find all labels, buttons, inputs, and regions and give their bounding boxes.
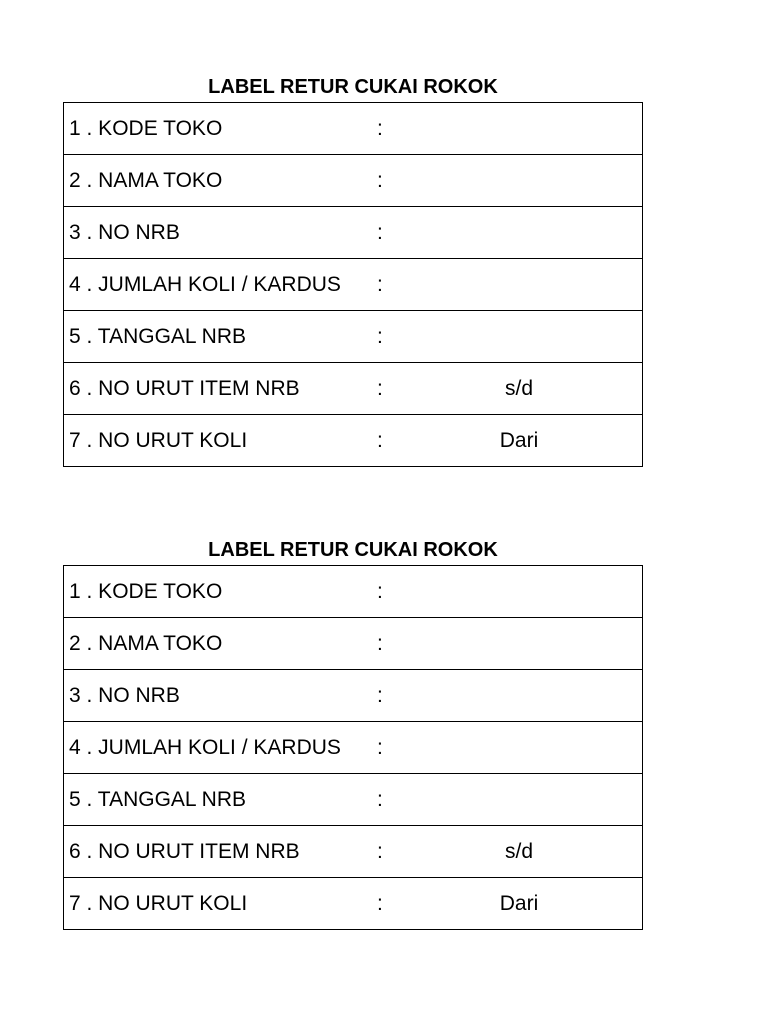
row-colon: : bbox=[377, 117, 383, 140]
row-label: 3 . NO NRB bbox=[69, 221, 180, 244]
row-colon: : bbox=[377, 377, 383, 400]
table-row-no-urut-koli bbox=[64, 415, 642, 466]
table-row-no-nrb bbox=[64, 207, 642, 259]
row-colon: : bbox=[377, 580, 383, 603]
row-colon: : bbox=[377, 840, 383, 863]
row-label: 3 . NO NRB bbox=[69, 684, 180, 707]
table-row-no-urut-item bbox=[64, 826, 642, 878]
table-row-no-urut-koli bbox=[64, 878, 642, 929]
row-label: 2 . NAMA TOKO bbox=[69, 632, 223, 655]
row-label: 7 . NO URUT KOLI bbox=[69, 892, 248, 915]
table-row-tanggal-nrb bbox=[64, 774, 642, 826]
row-colon: : bbox=[377, 684, 383, 707]
row-colon: : bbox=[377, 169, 383, 192]
row-suffix: Dari bbox=[499, 892, 539, 915]
row-colon: : bbox=[377, 736, 383, 759]
row-colon: : bbox=[377, 632, 383, 655]
label-table bbox=[63, 565, 643, 930]
table-row-kode-toko bbox=[64, 566, 642, 618]
row-label: 4 . JUMLAH KOLI / KARDUS bbox=[69, 273, 341, 296]
label-block-1 bbox=[63, 72, 643, 467]
table-row-no-nrb bbox=[64, 670, 642, 722]
row-colon: : bbox=[377, 892, 383, 915]
row-label: 5 . TANGGAL NRB bbox=[69, 325, 246, 348]
table-row-nama-toko bbox=[64, 155, 642, 207]
row-colon: : bbox=[377, 325, 383, 348]
row-label: 6 . NO URUT ITEM NRB bbox=[69, 377, 300, 400]
table-row-kode-toko bbox=[64, 103, 642, 155]
row-label: 5 . TANGGAL NRB bbox=[69, 788, 246, 811]
table-row-nama-toko bbox=[64, 618, 642, 670]
label-title: LABEL RETUR CUKAI ROKOK bbox=[208, 539, 498, 561]
row-colon: : bbox=[377, 221, 383, 244]
row-colon: : bbox=[377, 273, 383, 296]
label-title: LABEL RETUR CUKAI ROKOK bbox=[208, 76, 498, 98]
table-row-no-urut-item bbox=[64, 363, 642, 415]
row-colon: : bbox=[377, 429, 383, 452]
row-suffix: s/d bbox=[505, 840, 534, 863]
table-row-jumlah-koli bbox=[64, 722, 642, 774]
row-label: 6 . NO URUT ITEM NRB bbox=[69, 840, 300, 863]
row-colon: : bbox=[377, 788, 383, 811]
row-label: 7 . NO URUT KOLI bbox=[69, 429, 248, 452]
row-label: 4 . JUMLAH KOLI / KARDUS bbox=[69, 736, 341, 759]
row-suffix: s/d bbox=[505, 377, 534, 400]
row-label: 2 . NAMA TOKO bbox=[69, 169, 223, 192]
table-row-tanggal-nrb bbox=[64, 311, 642, 363]
row-suffix: Dari bbox=[499, 429, 539, 452]
row-label: 1 . KODE TOKO bbox=[69, 117, 223, 140]
label-table bbox=[63, 102, 643, 467]
row-label: 1 . KODE TOKO bbox=[69, 580, 223, 603]
table-row-jumlah-koli bbox=[64, 259, 642, 311]
label-block-2 bbox=[63, 535, 643, 930]
